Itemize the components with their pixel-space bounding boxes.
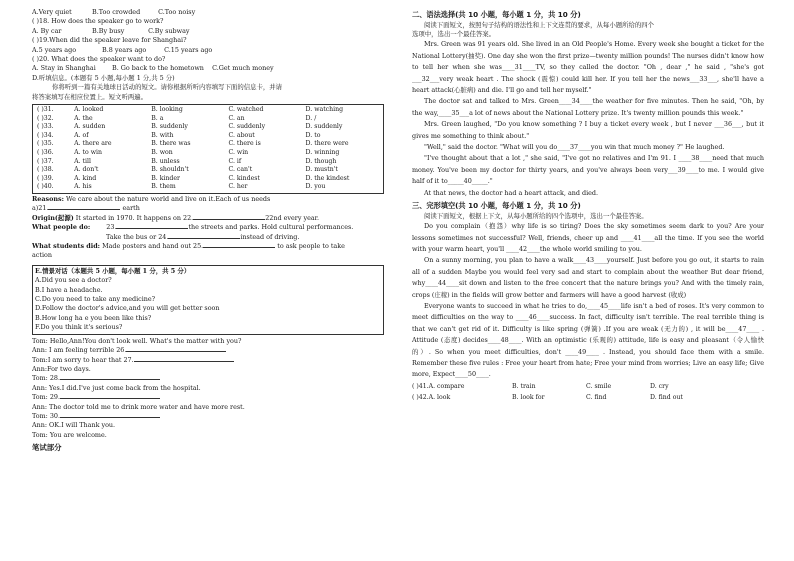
section-2-title: 二、语法选择(共 10 小题，每小题 1 分，共 10 分) bbox=[412, 10, 581, 19]
take-bus-row bbox=[32, 233, 384, 242]
dialog-line bbox=[32, 337, 384, 346]
choice: C. her bbox=[228, 183, 248, 191]
blank-23[interactable] bbox=[116, 228, 188, 229]
question-number: ( )38. bbox=[37, 166, 54, 174]
origin-label: Origin(起源) bbox=[32, 213, 74, 222]
question-number: ( )31. bbox=[37, 106, 54, 114]
students-action: action bbox=[32, 251, 52, 260]
dialog-line bbox=[32, 384, 384, 393]
cloze-row bbox=[35, 183, 381, 192]
question-20: ( )20. What does the speaker want to do? bbox=[32, 55, 166, 64]
answer-blank[interactable] bbox=[60, 398, 160, 399]
option: A.Very quiet bbox=[32, 8, 72, 16]
choice: A. to win bbox=[74, 149, 102, 157]
question-number: ( )37. bbox=[37, 157, 54, 165]
what-label: What people do: bbox=[32, 223, 91, 232]
dialog-line bbox=[32, 393, 384, 402]
blank-23-label: 23. bbox=[106, 223, 117, 232]
students-text: Made posters and hand out 25. bbox=[102, 242, 204, 251]
dialog-option: F.Do you think it's serious? bbox=[35, 323, 123, 332]
option: C.Too noisy bbox=[158, 8, 196, 16]
cloze-choices bbox=[412, 381, 764, 403]
story-paragraph: Mrs. Green was 91 years old. She lived in an Old People's Home. Every week she bought a ticket for the National Lottery(抽奖). One day she won the first prize—twenty million pounds! The nurses didn't know how to tell her when she was____31____TV, so they called the doctor. "Oh , dear ," he said , "she's got ___32___very weak heart . The shock (震惊) could kill her. If you tell her the news___33___, she'll have a heart attack(心脏病) and die. I'll go and tell her myself." bbox=[412, 40, 764, 95]
answer-blank[interactable] bbox=[126, 351, 226, 352]
choice: A. the bbox=[74, 114, 93, 122]
dialog-option: D.Follow the doctor's advice,and you will get better soon bbox=[35, 304, 220, 313]
reasons-blank-row bbox=[32, 204, 384, 213]
story-paragraph: At that news, the doctor had a heart attack, and died. bbox=[424, 188, 599, 197]
dialog bbox=[32, 337, 384, 440]
dialog-text: Tom: 30. bbox=[32, 411, 61, 420]
reasons-row bbox=[32, 195, 384, 204]
q17-options bbox=[32, 8, 384, 17]
question-number: ( )39. bbox=[37, 174, 54, 182]
choice: B. suddenly bbox=[151, 123, 188, 131]
choice: A. sudden bbox=[74, 123, 106, 131]
dialog-text: Tom: Hello,Ann!You don't look well. What's the matter with you? bbox=[32, 336, 242, 345]
cloze-table bbox=[35, 106, 381, 192]
section-3-instructions: 阅读下面短文，根据上下文，从每小题所给的四个选项中，选出一个最佳答案。 bbox=[424, 212, 648, 221]
cloze-row bbox=[35, 123, 381, 132]
cloze-row bbox=[35, 158, 381, 167]
choice: B. a bbox=[151, 114, 164, 122]
cloze-row bbox=[35, 115, 381, 124]
choice: B. kinder bbox=[151, 174, 181, 182]
what-23-tail: the streets and parks. Hold cultural performances. bbox=[188, 223, 354, 232]
story-paragraph: Mrs. Green laughed, "Do you know something ? I buy a ticket every week , but I never ___36___, but it gives me something to think about." bbox=[412, 120, 764, 140]
dialog-text: Tom: You are welcome. bbox=[32, 430, 107, 439]
section-d-instructions: 你将听到一篇有关地球日活动的短文。请你根据所听内容填写下面的信息卡，并请 bbox=[52, 83, 283, 92]
choice: D. to bbox=[305, 131, 321, 139]
blank-25[interactable] bbox=[203, 247, 275, 248]
option: A. Stay in Shanghai bbox=[32, 64, 96, 73]
choice: D. the kindest bbox=[305, 174, 350, 182]
dialog-line bbox=[32, 403, 384, 412]
dialog-line bbox=[32, 356, 384, 365]
story-paragraph: "Well," said the doctor. "What will you do____37____you win that much money ?" He laughed. bbox=[424, 143, 725, 152]
cloze-row bbox=[35, 175, 381, 184]
written-part-title: 笔试部分 bbox=[32, 443, 62, 453]
dialog-option: C.Do you need to take any medicine? bbox=[35, 295, 156, 304]
dialog-text: Ann: I am feeling terrible 26. bbox=[32, 346, 127, 355]
choice: B. unless bbox=[151, 157, 180, 165]
option: C.Get much money bbox=[212, 64, 274, 73]
choice: C. if bbox=[228, 157, 242, 165]
dialog-line bbox=[32, 421, 384, 430]
question-19: ( )19.When did the speaker leave for Shanghai? bbox=[32, 36, 187, 45]
section-3-title: 三、完形填空(共 10 小题，每小题 1 分，共 10 分) bbox=[412, 201, 581, 211]
choice: C. there is bbox=[228, 140, 261, 148]
choice: A. there are bbox=[74, 140, 112, 148]
question-number: ( )40. bbox=[37, 183, 54, 191]
choice: ( )41.A. compare bbox=[412, 382, 465, 390]
cloze-options-table bbox=[32, 104, 384, 194]
choice: A. don't bbox=[74, 166, 99, 174]
choice: D. suddenly bbox=[305, 123, 343, 131]
answer-blank[interactable] bbox=[134, 361, 234, 362]
cloze-row bbox=[35, 140, 381, 149]
dialog-option: B.How long ha e you been like this? bbox=[35, 313, 152, 322]
reasons-earth: earth bbox=[122, 204, 140, 213]
choice: D. find out bbox=[650, 393, 683, 401]
question-number: ( )33. bbox=[37, 123, 54, 131]
blank-24[interactable] bbox=[168, 238, 240, 239]
section-e-options bbox=[35, 276, 381, 332]
choice: B. looking bbox=[151, 106, 183, 114]
students-row bbox=[32, 242, 384, 251]
blank-22[interactable] bbox=[193, 219, 265, 220]
dialog-line bbox=[32, 412, 384, 421]
q20-options bbox=[32, 64, 384, 73]
cloze-row bbox=[35, 166, 381, 175]
cloze-row bbox=[35, 132, 381, 141]
choice-row bbox=[412, 381, 764, 392]
right-column bbox=[412, 8, 764, 403]
cloze-paragraph: Do you complain（抱怨）why life is so tiring? Does the sky sometimes seem dark to you? Are your lessons sometimes not successful? Well, friends, cheer up and ____41____all the time. If you see the world with your warm heart, you'll ____42____the whole world smiling to you. bbox=[412, 222, 764, 253]
students-label: What students did: bbox=[32, 242, 101, 251]
blank-21-label: a)21. bbox=[32, 204, 49, 213]
choice: D. cry bbox=[650, 382, 669, 390]
dialog-text: Tom:I am sorry to hear that 27. bbox=[32, 355, 134, 364]
choice: C. win bbox=[228, 149, 249, 157]
choice: A. looked bbox=[74, 106, 104, 114]
option: B.8 years ago bbox=[102, 45, 147, 54]
story-paragraph: "I've thought about that a lot ," she said, "I've got no relatives and I'm 91. I ____38____need that much money. You've been my doctor for thirty years, and you've always been very___39____to me. I would give half of it to_____40_____." bbox=[412, 154, 764, 186]
choice: D. you bbox=[305, 183, 326, 191]
option: B. Go back to the hometown bbox=[112, 64, 204, 73]
section-e-box bbox=[32, 265, 384, 335]
dialog-line bbox=[32, 374, 384, 383]
dialog-line bbox=[32, 365, 384, 374]
grammar-passage bbox=[412, 39, 764, 199]
cloze-row bbox=[35, 106, 381, 115]
dialog-line bbox=[32, 346, 384, 355]
choice: C. suddenly bbox=[228, 123, 266, 131]
choice: D. winning bbox=[305, 149, 340, 157]
reasons-text: We care about the nature world and live on it.Each of us needs bbox=[66, 195, 271, 203]
question-number: ( )36. bbox=[37, 149, 54, 157]
choice-row bbox=[412, 392, 764, 403]
dialog-text: Ann: The doctor told me to drink more water and have more rest. bbox=[32, 402, 245, 411]
choice: A. till bbox=[74, 157, 91, 165]
choice: C. find bbox=[586, 393, 607, 401]
choice: D. though bbox=[305, 157, 337, 165]
choice: C. kindest bbox=[228, 174, 260, 182]
choice: A. of bbox=[74, 131, 89, 139]
blank-21[interactable] bbox=[48, 209, 120, 210]
choice: C. smile bbox=[586, 382, 612, 390]
cloze-passage bbox=[412, 221, 764, 381]
option: B.By busy bbox=[92, 26, 125, 35]
question-number: ( )34. bbox=[37, 131, 54, 139]
students-tail: to ask people to take bbox=[277, 242, 345, 251]
choice: B. with bbox=[151, 131, 174, 139]
origin-row bbox=[32, 214, 384, 223]
section-2-instructions-2: 选项中，选出一个最佳答案。 bbox=[412, 30, 496, 38]
dialog-text: Ann: OK.I will Thank you. bbox=[32, 421, 116, 430]
story-paragraph: The doctor sat and talked to Mrs. Green____34____the weather for five minutes. Then he said, "Oh, by the way,____35___a lot of news about the National Lottery prize. It's twenty million pounds this week." bbox=[412, 97, 764, 117]
option: B.Too crowded bbox=[92, 8, 141, 16]
choice: B. there was bbox=[151, 140, 191, 148]
choice: A. kind bbox=[74, 174, 97, 182]
option: A. By car bbox=[32, 26, 62, 35]
choice: B. train bbox=[512, 382, 536, 390]
cloze-paragraph: On a sunny morning, you plan to have a walk____43____yourself. Just before you go out, it starts to rain all of a sudden Maybe you would feel very sad and start to complain about the weather But dear friend, why____44____sit down and listen to the free concert that the nature brings you? And with the timely rain, crops (庄稼) in the fields will grow better and farmers will have a good harvest (收成) bbox=[412, 256, 764, 299]
reasons-label: Reasons: bbox=[32, 195, 64, 203]
q19-options bbox=[32, 46, 384, 55]
choice: D. watching bbox=[305, 106, 344, 114]
section-d-instructions-2: 将答案填写在相应位置上。短文听两遍。 bbox=[32, 92, 148, 101]
dialog-option: B.I have a headache. bbox=[35, 285, 103, 294]
choice: B. them bbox=[151, 183, 176, 191]
dialog-text: Ann:For two days. bbox=[32, 364, 91, 373]
option: A.5 years ago bbox=[32, 45, 77, 54]
section-d-heading: D.听填信息。(本题有 5 小题,每小题 1 分,共 5 分) bbox=[32, 73, 175, 82]
cloze-paragraph: Everyone wants to succeed in what he tries to do,____45____life isn't a bed of roses. It's very common to meet difficulties on the way to ____46____success. In fact, difficulty isn't terrible. The real terrible thing is that we can't get rid of it. Difficulty is like spring (弹簧) .If you are weak (无力的) , it will be____47____ . Attitude (态度) decides____48____. With an optimistic (乐观的) attitude, life is easy and pleasant（令人愉快的）. So when you meet difficulties, don't ____49____ . Instead, you should face them with a smile. Remember these five rules : Free your heart from hate; Free your mind from worries; Live an easy life; Give more, Expect____50____. bbox=[412, 301, 764, 379]
left-column bbox=[32, 8, 384, 453]
choice: C. watched bbox=[228, 106, 264, 114]
answer-blank[interactable] bbox=[60, 379, 160, 380]
choice: D. mustn't bbox=[305, 166, 338, 174]
choice: A. his bbox=[74, 183, 92, 191]
dialog-option: A.Did you see a doctor? bbox=[35, 276, 112, 285]
dialog-text: Tom: 28. bbox=[32, 374, 61, 383]
dialog-text: Ann: Yes.I did.I've just come back from the hospital. bbox=[32, 383, 201, 392]
question-18: ( )18. How does the speaker go to work? bbox=[32, 17, 164, 26]
blank-24-label: Take the bus or 24. bbox=[106, 232, 169, 241]
question-number: ( )35. bbox=[37, 140, 54, 148]
option: C.15 years ago bbox=[164, 45, 213, 54]
dialog-text: Tom: 29. bbox=[32, 393, 61, 402]
question-number: ( )32. bbox=[37, 114, 54, 122]
choice: C. an bbox=[228, 114, 245, 122]
what-people-do-row bbox=[32, 223, 384, 232]
take-bus-tail: instead of driving. bbox=[240, 232, 300, 241]
choice: B. won bbox=[151, 149, 173, 157]
dialog-line bbox=[32, 431, 384, 440]
origin-text: It started in 1970. It happens on 22. bbox=[75, 213, 194, 222]
answer-blank[interactable] bbox=[60, 417, 160, 418]
choice: C. can't bbox=[228, 166, 253, 174]
section-2-instructions: 阅读下面短文，按照句子结构的语法性和上下文连贯的要求，从每小题所给的四个 bbox=[424, 21, 655, 29]
choice: D. there were bbox=[305, 140, 349, 148]
choice: B. shouldn't bbox=[151, 166, 189, 174]
choice: B. look for bbox=[512, 393, 545, 401]
choice: ( )42.A. look bbox=[412, 393, 451, 401]
section-e-heading: E.情景对话（本题共 5 小题，每小题 1 分，共 5 分） bbox=[35, 266, 191, 275]
q18-options bbox=[32, 27, 384, 36]
choice: C. about bbox=[228, 131, 255, 139]
choice: D. / bbox=[305, 114, 317, 122]
option: C.By subway bbox=[148, 26, 190, 35]
origin-tail: 22nd every year. bbox=[265, 213, 320, 222]
cloze-row bbox=[35, 149, 381, 158]
